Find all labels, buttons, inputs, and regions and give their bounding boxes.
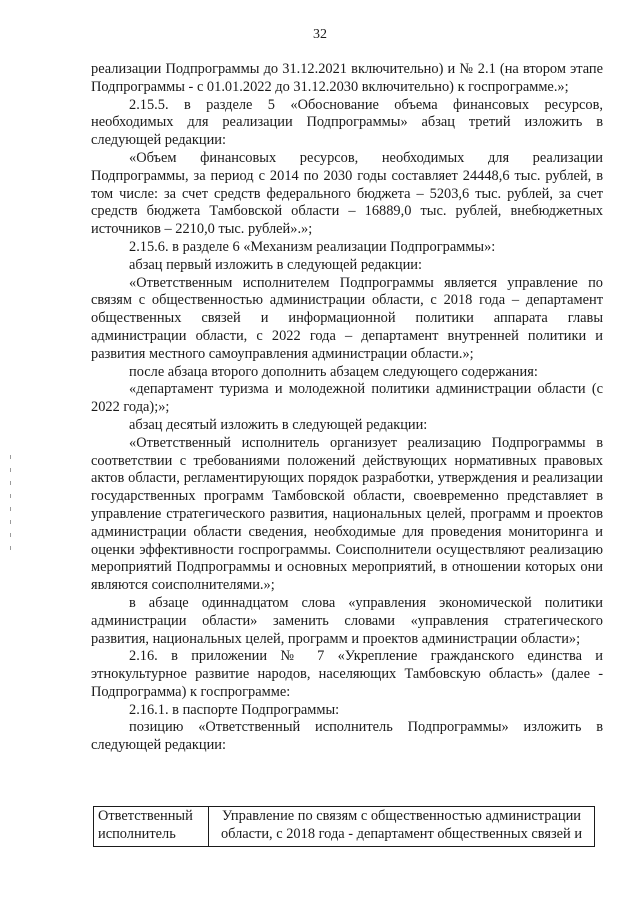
- table-cell-value: Управление по связям с общественностью администрации области, с 2018 года - департамент общественных связей и: [209, 807, 595, 847]
- document-body: [91, 61, 603, 755]
- margin-tick: [10, 481, 11, 485]
- table-cell-label: Ответственный исполнитель: [94, 807, 209, 847]
- paragraph: абзац первый изложить в следующей редакции:: [129, 256, 423, 273]
- paragraph: в абзаце одиннадцатом слова «управления экономической политики администрации области» заменить словами «управления стратегического развития, национальных целей, программ и проектов администрации области»;: [91, 594, 603, 647]
- paragraph: «Ответственным исполнителем Подпрограммы является управление по связям с общественностью администрации области, с 2018 года – департамент общественных связей и информационной политики аппарата главы администрации области, с 2022 года – департамент внутренней политики и развития местного самоуправления администрации области.»;: [91, 274, 603, 362]
- paragraph: «Объем финансовых ресурсов, необходимых для реализации Подпрограммы, за период с 2014 по 2030 годы составляет 24448,6 тыс. рублей, в том числе: за счет средств федерального бюджета – 5203,6 тыс. рублей, за счет средств бюджета Тамбовской области – 16889,0 тыс. рублей, внебюджетных источников – 2210,0 тыс. рублей».»;: [91, 149, 603, 238]
- margin-tick: [10, 533, 11, 537]
- passport-table: [93, 806, 595, 847]
- paragraph: 2.16. в приложении № 7 «Укрепление гражданского единства и этнокультурное развитие народов, населяющих Тамбовскую область» (далее - Подпрограмма) к госпрограмме:: [91, 648, 603, 700]
- paragraph: позицию «Ответственный исполнитель Подпрограммы» изложить в следующей редакции:: [91, 719, 603, 754]
- paragraph: абзац десятый изложить в следующей редакции:: [129, 416, 428, 433]
- paragraph: реализации Подпрограммы до 31.12.2021 включительно) и № 2.1 (на втором этапе Подпрограммы - с 01.01.2022 до 31.12.2030 включительно) к госпрограмме.»;: [91, 61, 603, 95]
- page-number: 32: [313, 27, 327, 42]
- margin-tick: [10, 468, 11, 472]
- paragraph: «департамент туризма и молодежной политики администрации области (с 2022 года);»;: [91, 381, 603, 416]
- margin-tick: [10, 520, 11, 524]
- paragraph: «Ответственный исполнитель организует реализацию Подпрограммы в соответствии с требованиями положений действующих нормативных правовых актов области, регламентирующих порядок разработки, утверждения и реализации государственных программ Тамбовской области, своевременно представляет в управление стратегического развития, национальных целей, программ и проектов администрации области сведения, необходимые для проведения мониторинга и оценки эффективности госпрограммы. Соисполнители осуществляют реализацию мероприятий Подпрограммы и основных мероприятий, в отношении которых они являются соисполнителями.»;: [91, 434, 603, 594]
- margin-tick: [10, 455, 11, 459]
- margin-tick: [10, 546, 11, 550]
- paragraph: после абзаца второго дополнить абзацем следующего содержания:: [129, 363, 538, 380]
- paragraph: 2.15.6. в разделе 6 «Механизм реализации Подпрограммы»:: [129, 238, 496, 255]
- margin-tick: [10, 507, 11, 511]
- margin-tick: [10, 494, 11, 498]
- scan-margin-marks: [10, 455, 12, 575]
- table-row: [94, 807, 595, 847]
- paragraph: 2.15.5. в разделе 5 «Обоснование объема финансовых ресурсов, необходимых для реализации Подпрограммы» абзац третий изложить в следующей редакции:: [91, 96, 603, 149]
- paragraph: 2.16.1. в паспорте Подпрограммы:: [129, 701, 340, 718]
